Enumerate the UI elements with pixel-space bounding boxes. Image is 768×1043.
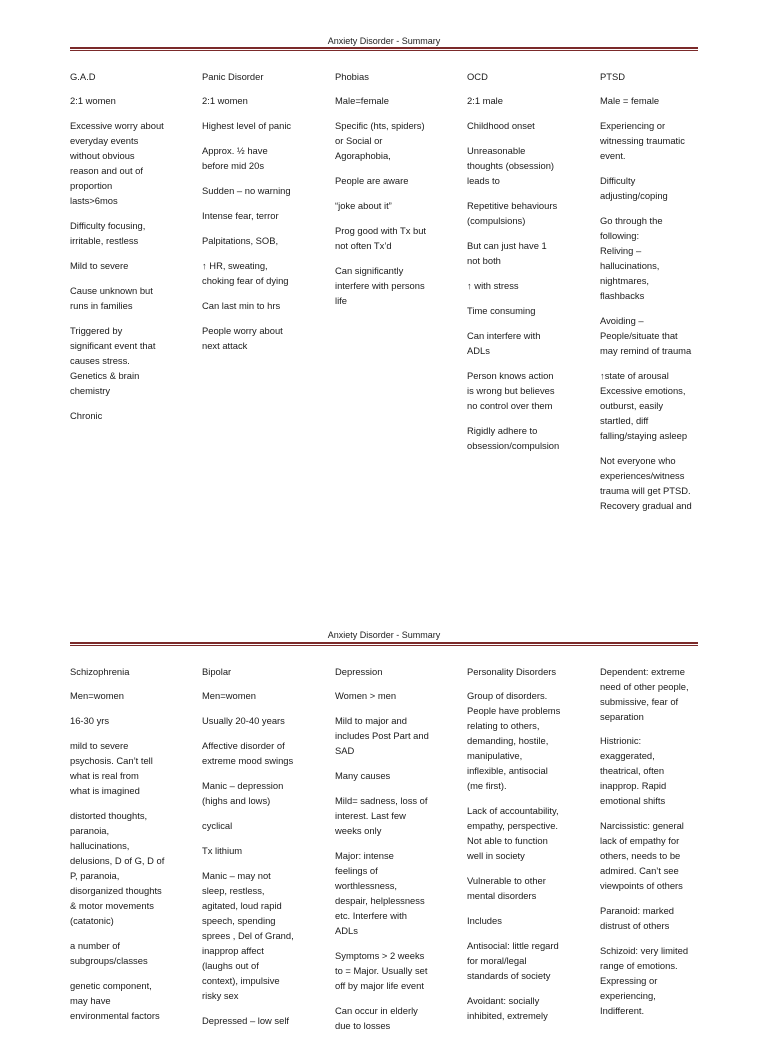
column-heading: Personality Disorders [467, 666, 557, 677]
note-item: Excessive worry about everyday events without obvious reason and out of proportion lasts>6mos [70, 120, 164, 206]
note-item: People worry about next attack [202, 325, 283, 351]
note-item: Lack of accountability, empathy, perspective. Not able to function well in society [467, 805, 559, 861]
header-rule [70, 642, 698, 646]
note-item: Chronic [70, 410, 103, 421]
note-item: Can significantly interfere with persons life [335, 265, 425, 306]
page-header: Anxiety Disorder - Summary [327, 630, 441, 640]
note-item: Usually 20-40 years [202, 715, 285, 726]
note-item: Specific (hts, spiders) or Social or Agoraphobia, [335, 120, 425, 161]
column-heading: Schizophrenia [70, 666, 130, 677]
page-2 [0, 600, 768, 1031]
header-rule [70, 47, 698, 51]
note-item: Difficulty focusing, irritable, restless [70, 220, 146, 246]
note-item: Mild to major and includes Post Part and SAD [335, 715, 429, 756]
column-phobias [335, 69, 457, 318]
column-heading: PTSD [600, 71, 626, 82]
note-item: Mild to severe [70, 260, 129, 271]
note-item: Manic – depression (highs and lows) [202, 780, 284, 806]
note-item: Vulnerable to other mental disorders [467, 875, 546, 901]
note-item: Highest level of panic [202, 120, 292, 131]
column-ocd [467, 69, 589, 463]
note-item: Palpitations, SOB, [202, 235, 279, 246]
note-item: Intense fear, terror [202, 210, 279, 221]
note-item: 16-30 yrs [70, 715, 110, 726]
note-item: But can just have 1 not both [467, 240, 547, 266]
note-item: Group of disorders. People have problems relating to others, demanding, hostile, manipulative, inflexible, antisocial (me first). [467, 690, 561, 791]
note-item: Manic – may not sleep, restless, agitated, loud rapid speech, spending sprees , Del of Grand, inapprop affect (laughs out of context), impulsive risky sex [202, 870, 294, 1001]
note-item: Antisocial: little regard for moral/legal standards of society [467, 940, 559, 981]
note-item: “joke about it” [335, 200, 392, 211]
note-item: Many causes [335, 770, 391, 781]
note-item: Narcissistic: general lack of empathy for others, needs to be admired. Can’t see viewpoints of others [600, 820, 684, 891]
note-item: Approx. ½ have before mid 20s [202, 145, 268, 171]
note-item: cyclical [202, 820, 233, 831]
note-item: Male = female [600, 95, 660, 106]
note-item: Person knows action is wrong but believes no control over them [467, 370, 555, 411]
note-item: Not everyone who experiences/witness trauma will get PTSD. Recovery gradual and [600, 455, 692, 511]
note-item: Depressed – low self [202, 1015, 290, 1026]
note-item: Paranoid: marked distrust of others [600, 905, 674, 931]
note-item: Male=female [335, 95, 389, 106]
column-heading: OCD [467, 71, 488, 82]
column-gad [70, 69, 192, 433]
note-item: genetic component, may have environmental factors [70, 980, 160, 1021]
note-item: Women > men [335, 690, 397, 701]
note-item: 2:1 women [70, 95, 116, 106]
column-heading: G.A.D [70, 71, 96, 82]
column-bipolar [202, 664, 324, 1038]
column-panic-disorder [202, 69, 324, 363]
note-item: Can occur in elderly due to losses [335, 1005, 418, 1031]
column-heading: Panic Disorder [202, 71, 264, 82]
page-header: Anxiety Disorder - Summary [327, 36, 441, 46]
note-item: mild to severe psychosis. Can’t tell what is real from what is imagined [70, 740, 153, 796]
note-item: Avoiding – People/situate that may remind of trauma [600, 315, 692, 356]
note-item: Includes [467, 915, 502, 926]
note-item: Rigidly adhere to obsession/compulsion [467, 425, 560, 451]
note-item: Can last min to hrs [202, 300, 281, 311]
note-item: Time consuming [467, 305, 536, 316]
note-item: ↑ with stress [467, 280, 519, 291]
note-item: ↑state of arousal Excessive emotions, outburst, easily startled, diff falling/staying asleep [600, 370, 688, 441]
note-item: Unreasonable thoughts (obsession) leads to [467, 145, 555, 186]
note-item: Cause unknown but runs in families [70, 285, 153, 311]
note-item: 2:1 male [467, 95, 503, 106]
note-item: Men=women [202, 690, 256, 701]
column-ptsd [600, 69, 722, 523]
note-item: Symptoms > 2 weeks to = Major. Usually set off by major life event [335, 950, 428, 991]
note-item: ↑ HR, sweating, choking fear of dying [202, 260, 289, 286]
note-item: Histrionic: exaggerated, theatrical, often inapprop. Rapid emotional shifts [600, 735, 667, 806]
column-personality-disorders [467, 664, 589, 1033]
note-item: Avoidant: socially inhibited, extremely [467, 995, 548, 1021]
note-item: Triggered by significant event that causes stress. Genetics & brain chemistry [70, 325, 156, 396]
note-item: Sudden – no warning [202, 185, 291, 196]
column-heading: Depression [335, 666, 383, 677]
note-item: Men=women [70, 690, 124, 701]
column-heading: Bipolar [202, 666, 232, 677]
note-item: Can interfere with ADLs [467, 330, 541, 356]
note-item: People are aware [335, 175, 409, 186]
note-item: distorted thoughts, paranoia, hallucinations, delusions, D of G, D of P, paranoia, disorganized thoughts & motor movements (catatonic) [70, 810, 165, 926]
note-item: Schizoid: very limited range of emotions. Expressing or experiencing, Indifferent. [600, 945, 689, 1016]
note-item: Experiencing or witnessing traumatic event. [600, 120, 685, 161]
note-item: Affective disorder of extreme mood swings [202, 740, 294, 766]
column-depression [335, 664, 457, 1043]
column-schizophrenia [70, 664, 192, 1033]
column-personality-types [600, 664, 722, 1028]
note-item: Major: intense feelings of worthlessness, despair, helplessness etc. Interfere with ADLs [335, 850, 425, 936]
note-item: 2:1 women [202, 95, 248, 106]
column-heading: Dependent: extreme need of other people, submissive, fear of separation [600, 666, 689, 722]
note-item: Difficulty adjusting/coping [600, 175, 668, 201]
note-item: Go through the following: Reliving – hallucinations, nightmares, flashbacks [600, 215, 663, 301]
note-item: Repetitive behaviours (compulsions) [467, 200, 558, 226]
note-item: a number of subgroups/classes [70, 940, 148, 966]
note-item: Mild= sadness, loss of interest. Last few weeks only [335, 795, 428, 836]
note-item: Childhood onset [467, 120, 535, 131]
note-item: Tx lithium [202, 845, 243, 856]
note-item: Prog good with Tx but not often Tx’d [335, 225, 427, 251]
column-heading: Phobias [335, 71, 369, 82]
